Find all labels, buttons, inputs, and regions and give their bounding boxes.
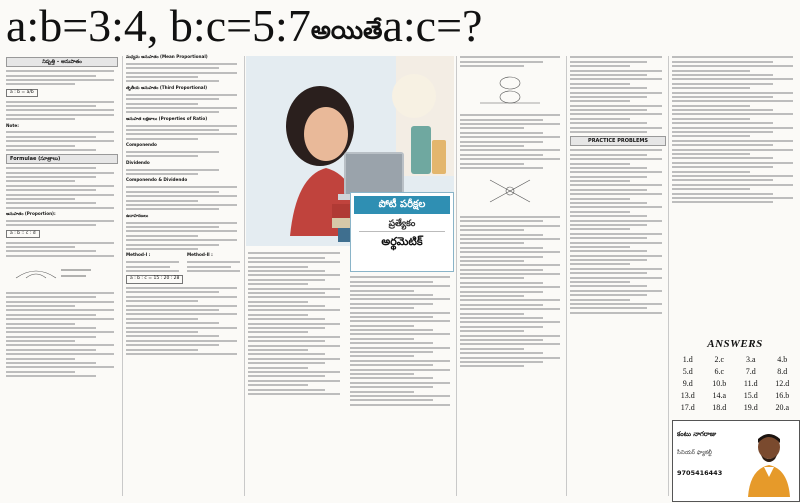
answer-item: 16.b <box>775 391 790 400</box>
answer-item: 3.a <box>745 355 756 364</box>
formulae-label: Formulae (సూత్రాలు) <box>6 154 118 164</box>
answers-title: ANSWERS <box>707 338 763 350</box>
answer-item: 18.d <box>712 403 727 412</box>
column-7 <box>672 54 798 336</box>
answer-item: 20.a <box>775 403 790 412</box>
answer-item: 5.d <box>682 367 693 376</box>
ratio-properties-label: అనుపాత లక్షణాలు (Properties of Ratio) <box>126 115 208 121</box>
author-role: సీనియర్ ఫ్యాకల్టీ <box>677 450 712 456</box>
headline <box>6 0 566 52</box>
headline-equation: a:b=3:4, b:c=5:7 <box>6 0 311 51</box>
column1-title: నిష్పత్తి – అనుపాతం <box>6 57 118 67</box>
column-4 <box>350 274 454 498</box>
author-phone: 9705416443 <box>677 469 723 477</box>
author-photo <box>742 425 796 497</box>
answer-item: 8.d <box>777 367 788 376</box>
properties-label: అనుపాతం (Proportion): <box>6 211 56 217</box>
answer-item: 7.d <box>745 367 756 376</box>
solved-label: ఉదాహరణలు <box>126 212 149 218</box>
dividendo-label: Dividendo <box>126 159 150 165</box>
answer-item: 13.d <box>680 391 695 400</box>
column-6 <box>570 54 666 498</box>
column-2 <box>126 54 242 498</box>
banner-bottom: అర్థమెటిక్ <box>359 231 445 252</box>
answer-item: 14.a <box>712 391 727 400</box>
answers-grid <box>672 354 798 413</box>
answer-item: 2.c <box>714 355 725 364</box>
proportion-diagram <box>6 262 96 284</box>
answer-item: 1.d <box>682 355 693 364</box>
author-box <box>672 420 800 502</box>
answer-item: 17.d <box>680 403 695 412</box>
answer-item: 4.b <box>777 355 788 364</box>
banner-mid: ప్రత్యేకం <box>388 219 416 229</box>
answer-item: 9.d <box>682 379 693 388</box>
practice-title: PRACTICE PROBLEMS <box>570 136 666 146</box>
column-1 <box>6 54 118 498</box>
answer-item: 15.d <box>743 391 758 400</box>
mean-prop-label: మధ్యమ అనుపాతం (Mean Proportional) <box>126 54 208 59</box>
headline-word: అయితే <box>310 15 383 45</box>
method2-label: Method-II : <box>187 252 213 258</box>
banner-top: పోటీ పరీక్షల <box>354 196 450 214</box>
ratio-diagram-1 <box>460 73 560 107</box>
third-prop-label: తృతీయ అనుపాతం (Third Proportional) <box>126 84 207 90</box>
formula-prop: a : b :: c : d <box>6 230 40 238</box>
column-5 <box>460 54 564 498</box>
answer-item: 6.c <box>714 367 725 376</box>
headline-question: a:c=? <box>382 0 483 51</box>
section-banner <box>350 192 454 272</box>
answer-item: 10.b <box>712 379 727 388</box>
answer-box: a : b : c = 15 : 20 : 28 <box>126 275 183 283</box>
answer-item: 11.d <box>743 379 758 388</box>
formula-ratio: a : b = a/b <box>6 89 38 97</box>
method1-label: Method-I : <box>126 252 151 258</box>
note-label: Note: <box>6 122 19 128</box>
answer-item: 12.d <box>775 379 790 388</box>
componendo-label: Componendo <box>126 142 157 148</box>
ratio-diagram-2 <box>460 174 560 208</box>
author-name: కంటు నాగరాజు <box>677 430 717 438</box>
comp-div-label: Componendo & Dividendo <box>126 177 188 183</box>
answer-item: 19.d <box>743 403 758 412</box>
column-3 <box>248 250 344 498</box>
